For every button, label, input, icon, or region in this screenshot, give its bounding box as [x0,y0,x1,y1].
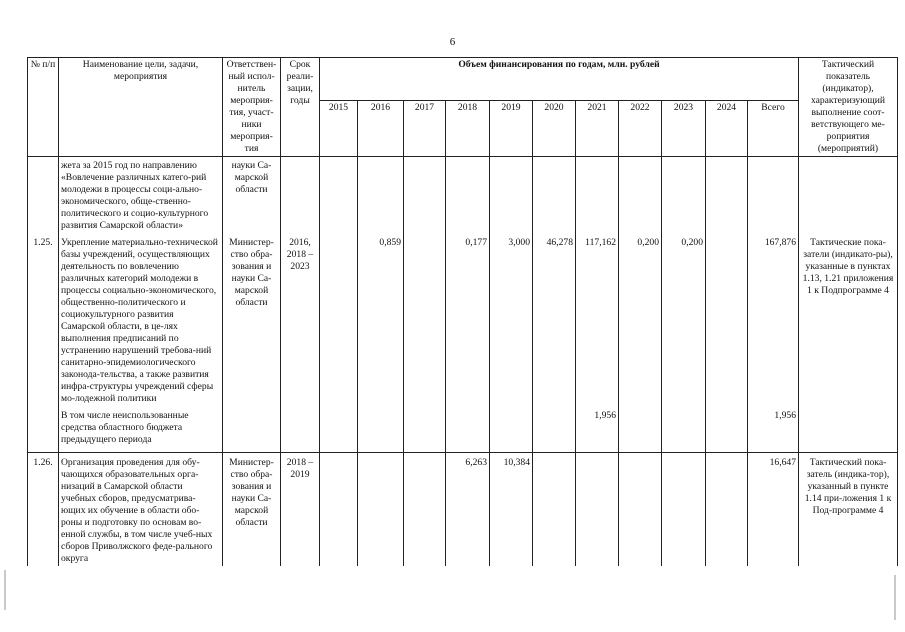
row-value [404,452,446,565]
row-value: 3,000 [490,233,533,406]
scan-artifact [894,575,896,620]
row-value: 117,162 [576,233,619,406]
header-year: 2019 [490,101,533,157]
header-indicator: Тактический показатель (индикатор), характеризующий выполнение соот-ветствующего ме-роприятия (мероприятий) [799,58,898,157]
header-year: 2021 [576,101,619,157]
row-value [320,406,358,452]
row-value [706,452,748,565]
row-value [320,233,358,406]
row-value [619,157,662,233]
row-num: 1.25. [28,233,59,406]
header-year: 2022 [619,101,662,157]
row-value [662,157,706,233]
row-value [533,157,576,233]
row-period [281,157,320,233]
table-row [28,452,898,565]
row-value [662,406,706,452]
row-value [706,406,748,452]
row-value [490,157,533,233]
row-period: 2016, 2018 – 2023 [281,233,320,406]
row-value: 0,200 [662,233,706,406]
row-name: жета за 2015 год по направлению «Вовлечение различных катего-рий молодежи в процессы соци-ально-экономического, обще-ственно-политического и социо-культурного развития Самарской области» [59,157,223,233]
header-year: 2023 [662,101,706,157]
row-value: 0,200 [619,233,662,406]
row-period: 2018 – 2019 [281,452,320,565]
row-value [404,157,446,233]
header-financing: Объем финансирования по годам, млн. рублей [320,58,799,101]
row-value: 6,263 [446,452,490,565]
row-value: 46,278 [533,233,576,406]
row-num [28,157,59,233]
row-responsible: Министер-ство обра-зования и науки Са-марской области [223,233,281,406]
header-year: 2018 [446,101,490,157]
header-year: 2016 [358,101,404,157]
table-row [28,157,898,233]
row-total: 16,647 [748,452,799,565]
row-name: Организация проведения для обу-чающихся образовательных орга-низаций в Самарской области учебных сборов, предусматрива-ющих их обучение в области обо-роны и подготовку по основам во-енной службы, в том числе учеб-ных сборов Приволжского феде-рального округа [59,452,223,565]
row-name: Укрепление материально-технической базы учреждений, осуществляющих деятельность по вовлечению различных категорий молодежи в процессы социально-экономического, общественно-политического и социокультурного развития Самарской области, в це-лях выполнения предписаний по устранению нарушений требова-ний санитарно-эпидемиологического законода-тельства, а также развития инфра-структуры учреждений сферы мо-лодежной политики [59,233,223,406]
row-value [358,406,404,452]
row-indicator [799,406,898,452]
row-value [320,452,358,565]
row-indicator: Тактические пока-затели (индикато-ры), указанные в пунктах 1.13, 1.21 приложения 1 к Подпрограмме 4 [799,233,898,406]
row-total [748,157,799,233]
row-value [576,452,619,565]
row-value [619,406,662,452]
scan-artifact [4,570,6,610]
row-num [28,406,59,452]
row-value: 1,956 [576,406,619,452]
row-value [358,157,404,233]
row-total: 167,876 [748,233,799,406]
row-value [619,452,662,565]
row-responsible [223,406,281,452]
row-value [446,406,490,452]
row-period [281,406,320,452]
header-name: Наименование цели, задачи, мероприятия [59,58,223,157]
header-period: Срок реали-зации, годы [281,58,320,157]
header-responsible: Ответствен-ный испол-нитель мероприя-тия, участ-ники мероприя-тия [223,58,281,157]
header-year: 2017 [404,101,446,157]
row-value [706,233,748,406]
row-indicator [799,157,898,233]
row-value [576,157,619,233]
row-name: В том числе неиспользованные средства областного бюджета предыдущего периода [59,406,223,452]
header-total: Всего [748,101,799,157]
table-row [28,233,898,406]
row-value [358,452,404,565]
financing-table [27,57,898,566]
table-row [28,406,898,452]
row-value: 0,177 [446,233,490,406]
row-total: 1,956 [748,406,799,452]
header-year: 2020 [533,101,576,157]
row-responsible: Министер-ство обра-зования и науки Са-марской области [223,452,281,565]
header-row-1 [28,58,898,101]
row-value [404,406,446,452]
row-value [320,157,358,233]
row-value [446,157,490,233]
row-value [533,406,576,452]
page-number: 6 [449,36,456,48]
row-value: 0,859 [358,233,404,406]
row-value [490,406,533,452]
row-value [404,233,446,406]
header-num: № п/п [28,58,59,157]
header-year: 2015 [320,101,358,157]
row-value [662,452,706,565]
row-value [706,157,748,233]
row-value: 10,384 [490,452,533,565]
row-num: 1.26. [28,452,59,565]
row-responsible: науки Са-марской области [223,157,281,233]
row-value [533,452,576,565]
header-year: 2024 [706,101,748,157]
row-indicator: Тактический пока-затель (индика-тор), указанный в пункте 1.14 при-ложения 1 к Под-программе 4 [799,452,898,565]
